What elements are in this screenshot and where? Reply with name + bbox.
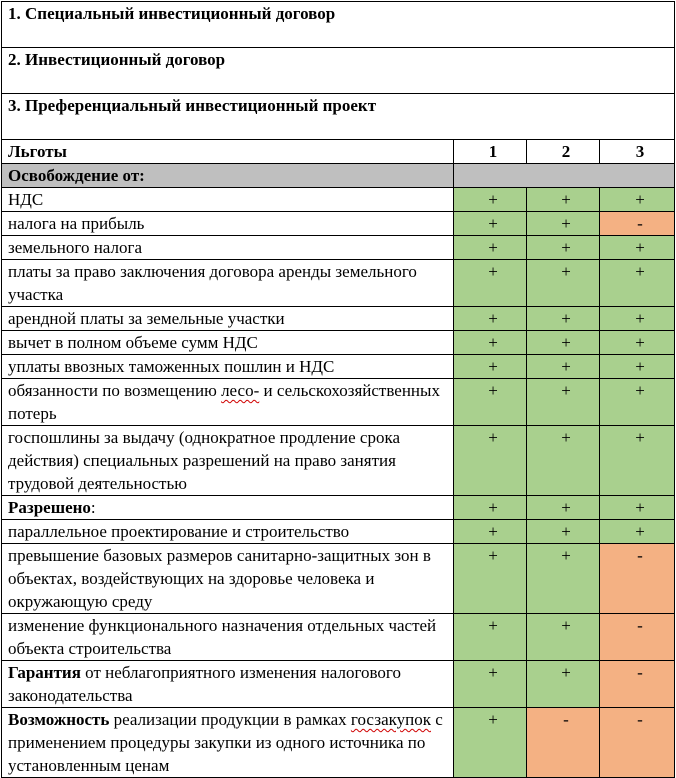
mark-cell-col-3: + (600, 307, 675, 331)
benefit-label: изменение функционального назначения отдельных частей объекта строительства (2, 614, 454, 661)
benefit-label: параллельное проектирование и строительство (2, 520, 454, 544)
spellcheck-word: лесо- (221, 381, 260, 400)
mark-cell-col-3: - (600, 661, 675, 708)
section-label-exemption: Освобождение от: (2, 164, 454, 188)
mark-cell-col-1: + (454, 379, 527, 426)
mark-cell-col-3: + (600, 379, 675, 426)
label-text: с применением процедуры закупки из одного источника по установленным ценам (8, 710, 443, 775)
benefit-label: госпошлины за выдачу (однократное продление срока действия) специальных разрешений на право занятия трудовой деятельностью (2, 426, 454, 496)
benefit-label: превышение базовых размеров санитарно-защитных зон в объектах, воздействующих на здоровье человека и окружающую среду (2, 544, 454, 614)
benefit-label: НДС (2, 188, 454, 212)
allowed-bold: Разрешено (8, 498, 91, 517)
mark-cell-col-1: + (454, 496, 527, 520)
benefit-label: земельного налога (2, 236, 454, 260)
mark-cell-col-1: + (454, 331, 527, 355)
benefit-row (2, 212, 675, 236)
mark-cell-col-1: + (454, 544, 527, 614)
mark-cell-col-1: + (454, 260, 527, 307)
benefit-row (2, 544, 675, 614)
label-text: реализации продукции в рамках (109, 710, 351, 729)
label-text: обязанности по возмещению (8, 381, 222, 400)
mark-cell-col-3: + (600, 496, 675, 520)
mark-cell-col-1: + (454, 236, 527, 260)
mark-cell-col-1: + (454, 520, 527, 544)
mark-cell-col-2: + (527, 355, 600, 379)
mark-cell-col-3: + (600, 426, 675, 496)
benefit-row (2, 379, 675, 426)
title-investment-contract: 2. Инвестиционный договор (2, 48, 675, 94)
benefit-row (2, 355, 675, 379)
mark-cell-col-1: + (454, 307, 527, 331)
mark-cell-col-3: - (600, 212, 675, 236)
mark-cell-col-3: - (600, 614, 675, 661)
mark-cell-col-3: + (600, 236, 675, 260)
mark-cell-col-3: - (600, 544, 675, 614)
title-row (2, 2, 675, 48)
mark-cell-col-1: + (454, 212, 527, 236)
label-bold: Гарантия (8, 663, 81, 682)
mark-cell-col-3: + (600, 520, 675, 544)
spellcheck-word: госзакупок (350, 710, 431, 729)
mark-cell-col-1: + (454, 708, 527, 778)
mark-cell-col-2: + (527, 426, 600, 496)
benefit-label: вычет в полном объеме сумм НДС (2, 331, 454, 355)
section-label-allowed (2, 496, 454, 520)
mark-cell-col-2: + (527, 331, 600, 355)
mark-cell-col-2: + (527, 379, 600, 426)
label-bold: Возможность (8, 710, 110, 729)
mark-cell-col-2: + (527, 614, 600, 661)
header-column-3: 3 (600, 140, 675, 164)
benefit-row (2, 331, 675, 355)
benefit-row (2, 496, 675, 520)
benefit-row (2, 661, 675, 708)
benefit-row (2, 426, 675, 496)
mark-cell-col-2: + (527, 496, 600, 520)
header-column-1: 1 (454, 140, 527, 164)
mark-cell-col-2: + (527, 544, 600, 614)
benefit-row (2, 188, 675, 212)
label-text: и сельскохозяйственных потерь (8, 381, 440, 423)
mark-cell-col-1: + (454, 355, 527, 379)
allowed-colon: : (90, 498, 96, 517)
mark-cell-col-2: + (527, 188, 600, 212)
mark-cell-col-1: + (454, 614, 527, 661)
mark-cell-col-3: + (600, 331, 675, 355)
mark-cell-col-2: + (527, 260, 600, 307)
label-text: от неблагоприятного изменения налогового законодательства (8, 663, 401, 705)
section-fill (454, 164, 675, 188)
mark-cell-col-2: - (527, 708, 600, 778)
benefit-label: платы за право заключения договора аренды земельного участка (2, 260, 454, 307)
mark-cell-col-3: + (600, 188, 675, 212)
mark-cell-col-3: + (600, 355, 675, 379)
mark-cell-col-2: + (527, 236, 600, 260)
mark-cell-col-2: + (527, 520, 600, 544)
benefit-label (2, 661, 454, 708)
title-row (2, 94, 675, 140)
header-row (2, 140, 675, 164)
mark-cell-col-3: + (600, 260, 675, 307)
benefit-row (2, 236, 675, 260)
header-column-2: 2 (527, 140, 600, 164)
benefit-row (2, 307, 675, 331)
mark-cell-col-1: + (454, 426, 527, 496)
benefit-label: налога на прибыль (2, 212, 454, 236)
title-special-investment-contract: 1. Специальный инвестиционный договор (2, 2, 675, 48)
benefit-row (2, 520, 675, 544)
section-row-exemption (2, 164, 675, 188)
benefit-label (2, 708, 454, 778)
benefit-row (2, 708, 675, 778)
benefit-row (2, 260, 675, 307)
header-benefits-label: Льготы (2, 140, 454, 164)
mark-cell-col-1: + (454, 661, 527, 708)
benefit-row (2, 614, 675, 661)
mark-cell-col-2: + (527, 661, 600, 708)
benefit-label: уплаты ввозных таможенных пошлин и НДС (2, 355, 454, 379)
mark-cell-col-1: + (454, 188, 527, 212)
benefit-label: арендной платы за земельные участки (2, 307, 454, 331)
mark-cell-col-2: + (527, 212, 600, 236)
mark-cell-col-3: - (600, 708, 675, 778)
title-row (2, 48, 675, 94)
mark-cell-col-2: + (527, 307, 600, 331)
title-preferential-project: 3. Преференциальный инвестиционный проект (2, 94, 675, 140)
benefits-comparison-table (1, 1, 675, 778)
benefit-label (2, 379, 454, 426)
